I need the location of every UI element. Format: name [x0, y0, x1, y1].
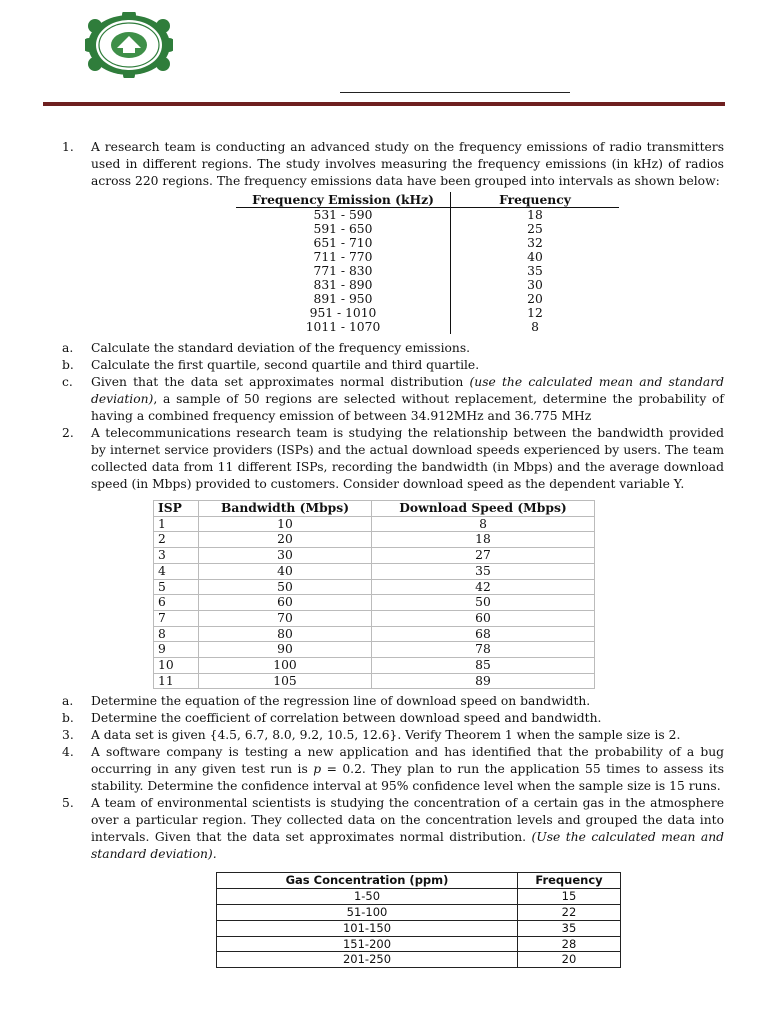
table-row: [217, 936, 621, 952]
question-4: [62, 744, 724, 795]
table-row: [154, 673, 595, 689]
table-cell: 35: [527, 264, 543, 278]
table-cell: 22: [518, 905, 621, 921]
table-cell: 591 - 650: [236, 222, 451, 236]
column-header: Gas Concentration (ppm): [217, 873, 518, 889]
question-text-italic: (Use the calculated mean and standard deviation).: [91, 830, 724, 862]
table-row: [217, 920, 621, 936]
table-cell: 4: [154, 563, 199, 579]
table-cell: 50: [199, 579, 372, 595]
sub-label: b.: [62, 711, 74, 726]
isp-bandwidth-table: [153, 500, 595, 689]
question-2a: [62, 693, 724, 710]
table-cell: 60: [372, 610, 595, 626]
table-cell: 531 - 590: [236, 208, 451, 223]
question-text: A data set is given {4.5, 6.7, 8.0, 9.2, 10.5, 12.6}. Verify Theorem 1 when the sample size is 2.: [91, 728, 681, 743]
table-cell: 51-100: [217, 905, 518, 921]
question-1a: [62, 340, 724, 357]
column-header: Frequency: [518, 873, 621, 889]
table-cell: 20: [527, 292, 543, 306]
table-cell: 27: [372, 548, 595, 564]
table-cell: 3: [154, 548, 199, 564]
table-cell: 60: [199, 595, 372, 611]
table-cell: 891 - 950: [236, 292, 451, 306]
table-cell: 30: [199, 548, 372, 564]
table-cell: 7: [154, 610, 199, 626]
column-header: ISP: [154, 501, 199, 517]
question-text-part: A team of environmental scientists is studying the concentration of a certain gas in the atmosphere over a particular region. They collected data on the concentration levels and grouped the data into intervals. Given that the data set approximates normal distribution.: [91, 796, 724, 845]
table-cell: 10: [154, 658, 199, 674]
sub-label: a.: [62, 694, 74, 709]
sub-text-italic: (use the calculated mean and standard deviation): [91, 375, 724, 406]
question-number: 1.: [62, 140, 74, 154]
table-cell: 831 - 890: [236, 278, 451, 292]
table-row: [154, 532, 595, 548]
column-header: Download Speed (Mbps): [372, 501, 595, 517]
table-cell: 201-250: [217, 952, 518, 968]
frequency-emission-table: [236, 192, 619, 334]
question-text: A telecommunications research team is studying the relationship between the bandwidth provided by internet service providers (ISPs) and the actual download speeds experienced by users. The team collected data from 11 different ISPs, recording the bandwidth (in Mbps) and the average download speed (in Mbps) provided to customers. Consider download speed as the dependent variable Y.: [91, 426, 724, 491]
table-cell: 11: [154, 673, 199, 689]
table-row: [236, 320, 619, 334]
question-number: 3.: [62, 728, 74, 743]
table-row: [236, 250, 619, 264]
table-cell: 30: [527, 278, 543, 292]
table-cell: 1: [154, 516, 199, 532]
question-text-part: = 0.2. They plan to run the application 55 times to assess its stability. Determine the confidence interval at 95% confidence level when the sample size is 15 runs.: [91, 762, 724, 794]
table-cell: 35: [372, 563, 595, 579]
table-cell: 90: [199, 642, 372, 658]
table-cell: 100: [199, 658, 372, 674]
table-row: [236, 236, 619, 250]
table-row: [236, 208, 619, 223]
gas-concentration-table: [216, 872, 621, 968]
table-row: [154, 626, 595, 642]
table-cell: 8: [531, 320, 539, 334]
table-row: [217, 952, 621, 968]
question-text: A research team is conducting an advanced study on the frequency emissions of radio transmitters used in different regions. The study involves measuring the frequency emissions (in kHz) of radios across 220 regions. The frequency emissions data have been grouped into intervals as shown below:: [91, 140, 724, 188]
table-row: [236, 264, 619, 278]
question-text: [91, 795, 724, 863]
question-3: [62, 727, 724, 744]
table-cell: 6: [154, 595, 199, 611]
sub-text: Calculate the first quartile, second quartile and third quartile.: [91, 358, 480, 372]
table-cell: 42: [372, 579, 595, 595]
sub-label: c.: [62, 375, 73, 389]
sub-label: a.: [62, 341, 74, 355]
exam-content: [62, 139, 724, 968]
table-cell: 101-150: [217, 920, 518, 936]
question-number: 5.: [62, 796, 74, 811]
table-cell: 50: [372, 595, 595, 611]
column-header: Frequency Emission (kHz): [236, 192, 451, 208]
variable-p: p: [313, 762, 322, 777]
table-cell: 12: [527, 306, 543, 320]
table-cell: 40: [199, 563, 372, 579]
table-cell: 10: [199, 516, 372, 532]
table-cell: 2: [154, 532, 199, 548]
table-cell: 18: [372, 532, 595, 548]
table-cell: 18: [527, 208, 543, 222]
table-cell: 89: [372, 673, 595, 689]
question-1b: [62, 357, 724, 374]
table-cell: 78: [372, 642, 595, 658]
table-cell: 651 - 710: [236, 236, 451, 250]
table-row: [217, 889, 621, 905]
table-row: [236, 278, 619, 292]
header-divider: [43, 102, 725, 106]
question-text: [91, 744, 724, 795]
sub-text: Determine the equation of the regression line of download speed on bandwidth.: [91, 694, 591, 709]
question-5: [62, 795, 724, 863]
table-row: [154, 595, 595, 611]
sub-text: Calculate the standard deviation of the frequency emissions.: [91, 341, 471, 355]
table-cell: 68: [372, 626, 595, 642]
question-1c: [62, 374, 724, 425]
table-cell: 1011 - 1070: [236, 320, 451, 334]
column-header: Frequency: [451, 192, 620, 208]
table-cell: 28: [518, 936, 621, 952]
question-text-part: A software company is testing a new application and has identified that the probability of a bug occurring in any given test run is: [91, 745, 724, 777]
table-row: [154, 610, 595, 626]
table-cell: 32: [527, 236, 543, 250]
signature-line: [340, 92, 570, 93]
sub-text-part: , a sample of 50 regions are selected without replacement, determine the probability of having a combined frequency emission of between 34.912MHz and 36.775 MHz: [91, 392, 724, 423]
question-2b: [62, 710, 724, 727]
table-cell: 20: [199, 532, 372, 548]
table-row: [154, 548, 595, 564]
table-cell: 35: [518, 920, 621, 936]
table-cell: 105: [199, 673, 372, 689]
column-header: Bandwidth (Mbps): [199, 501, 372, 517]
table-cell: 8: [154, 626, 199, 642]
table-cell: 8: [372, 516, 595, 532]
table-cell: 85: [372, 658, 595, 674]
table-row: [154, 579, 595, 595]
table-row: [217, 905, 621, 921]
table-cell: 20: [518, 952, 621, 968]
table-row: [154, 563, 595, 579]
table-cell: 80: [199, 626, 372, 642]
table-cell: 70: [199, 610, 372, 626]
table-row: [154, 658, 595, 674]
table-cell: 9: [154, 642, 199, 658]
table-row: [236, 306, 619, 320]
table-row: [236, 222, 619, 236]
question-1: [62, 139, 724, 190]
table-cell: 5: [154, 579, 199, 595]
table-cell: 40: [527, 250, 543, 264]
sub-text: Determine the coefficient of correlation between download speed and bandwidth.: [91, 711, 602, 726]
question-number: 4.: [62, 745, 74, 760]
sub-label: b.: [62, 358, 74, 372]
college-seal-logo: [85, 12, 173, 78]
table-row: [236, 292, 619, 306]
sub-text: [91, 374, 724, 425]
sub-text-part: Given that the data set approximates normal distribution: [91, 375, 470, 389]
table-row: [154, 642, 595, 658]
table-cell: 711 - 770: [236, 250, 451, 264]
table-cell: 151-200: [217, 936, 518, 952]
question-2: [62, 425, 724, 493]
table-cell: 771 - 830: [236, 264, 451, 278]
table-cell: 15: [518, 889, 621, 905]
table-cell: 1-50: [217, 889, 518, 905]
table-cell: 25: [527, 222, 543, 236]
question-number: 2.: [62, 426, 74, 440]
table-cell: 951 - 1010: [236, 306, 451, 320]
table-row: [154, 516, 595, 532]
